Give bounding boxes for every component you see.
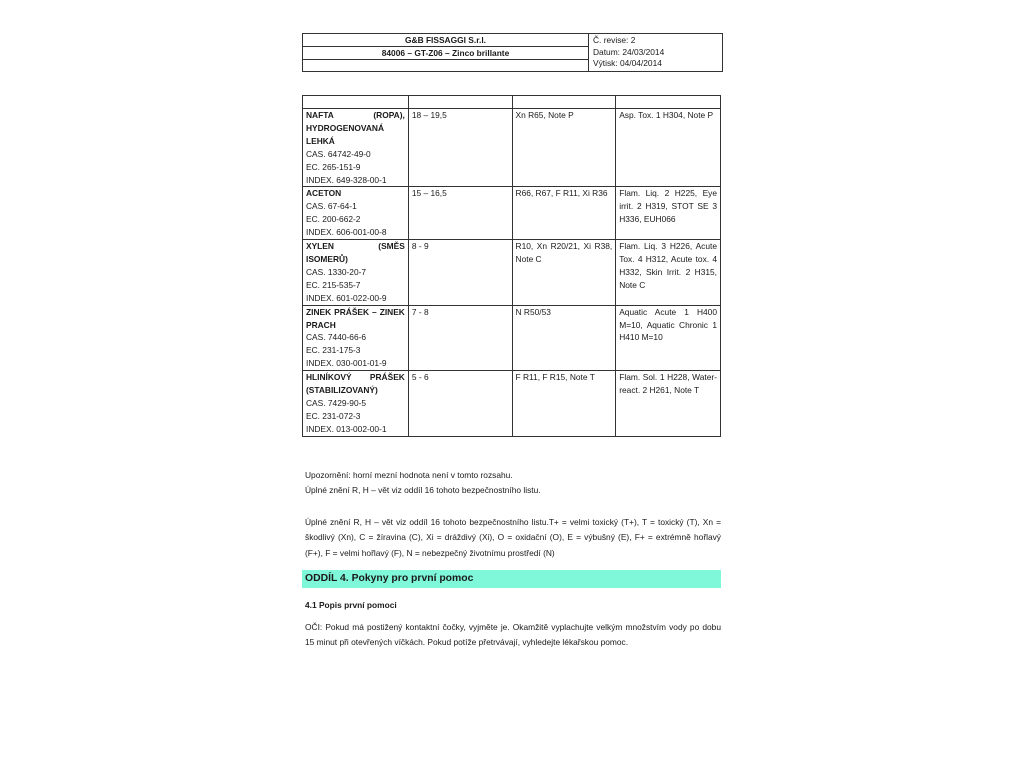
substance-cell	[303, 240, 409, 306]
substance-name: ZINEK PRÁŠEK – ZINEK PRACH	[306, 306, 405, 330]
dsd-classification-cell: R66, R67, F R11, Xi R36	[512, 187, 616, 240]
substance-cell	[303, 371, 409, 437]
print-date: Výtisk: 04/04/2014	[593, 58, 662, 69]
cas-number: CAS. 7429-90-5	[306, 397, 367, 408]
product-name: 84006 – GT-Z06 – Zinco brillante	[303, 47, 588, 60]
index-number: INDEX. 649-328-00-1	[306, 174, 387, 185]
dsd-classification-cell: N R50/53	[512, 305, 616, 371]
company-name: G&B FISSAGGI S.r.l.	[303, 34, 588, 47]
index-number: INDEX. 606-001-00-8	[306, 227, 387, 238]
revision-date: Datum: 24/03/2014	[593, 46, 665, 57]
cas-number: CAS. 7440-66-6	[306, 332, 367, 343]
ec-number: EC. 265-151-9	[306, 161, 361, 172]
section-4-title: ODDÍL 4. Pokyny pro první pomoc	[302, 570, 721, 588]
substance-name: HLINÍKOVÝ PRÁŠEK (STABILIZOVANÝ)	[306, 372, 405, 396]
table-row	[303, 305, 721, 371]
substance-cell	[303, 305, 409, 371]
revision-number: Č. revise: 2	[593, 35, 636, 45]
clp-classification-cell: Flam. Liq. 2 H225, Eye irrit. 2 H319, STOT SE 3 H336, EUH066	[616, 187, 721, 240]
header-right	[589, 34, 722, 71]
ec-number: EC. 215-535-7	[306, 279, 361, 290]
dsd-classification-cell: Xn R65, Note P	[512, 109, 616, 187]
concentration-cell: 8 - 9	[408, 240, 512, 306]
cas-number: CAS. 64742-49-0	[306, 148, 371, 159]
concentration-cell: 15 – 16,5	[408, 187, 512, 240]
index-number: INDEX. 601-022-00-9	[306, 292, 387, 303]
ec-number: EC. 231-072-3	[306, 410, 361, 421]
dsd-classification-cell: R10, Xn R20/21, Xi R38, Note C	[512, 240, 616, 306]
ec-number: EC. 231-175-3	[306, 345, 361, 356]
table-row	[303, 187, 721, 240]
full-text-reference: Úplné znění R, H – vět viz oddíl 16 tohoto bezpečnostního listu.	[305, 485, 541, 496]
upper-limit-warning: Upozornění: horní mezní hodnota není v tomto rozsahu.	[305, 470, 513, 480]
substance-name: XYLEN (SMĚS ISOMERŮ)	[306, 241, 405, 264]
index-number: INDEX. 030-001-01-9	[306, 358, 387, 369]
ec-number: EC. 200-662-2	[306, 214, 361, 225]
clp-classification-cell: Flam. Liq. 3 H226, Acute Tox. 4 H312, Acute tox. 4 H332, Skin Irrit. 2 H315, Note C	[616, 240, 721, 306]
substance-name: ACETON	[306, 188, 342, 199]
clp-classification-cell: Aquatic Acute 1 H400 M=10, Aquatic Chronic 1 H410 M=10	[616, 305, 721, 371]
table-header-row	[303, 96, 721, 109]
document-header	[302, 33, 723, 72]
composition-table	[302, 95, 721, 437]
concentration-cell: 7 - 8	[408, 305, 512, 371]
table-row	[303, 240, 721, 306]
cas-number: CAS. 67-64-1	[306, 201, 357, 212]
cas-number: CAS. 1330-20-7	[306, 266, 367, 277]
table-row	[303, 371, 721, 437]
clp-classification-cell: Asp. Tox. 1 H304, Note P	[616, 109, 721, 187]
concentration-cell: 18 – 19,5	[408, 109, 512, 187]
notes-block	[305, 468, 721, 499]
section-4-1-title: 4.1 Popis první pomoci	[305, 600, 397, 610]
substance-cell	[303, 109, 409, 187]
table-row	[303, 109, 721, 187]
substance-cell	[303, 187, 409, 240]
eyes-first-aid: OČI: Pokud má postižený kontaktní čočky, vyjměte je. Okamžitě vyplachujte velkým množstvím vody po dobu 15 minut při otevřených víčkách. Pokud potíže přetrvávají, vyhledejte lékařskou pomoc.	[305, 622, 721, 648]
dsd-classification-cell: F R11, F R15, Note T	[512, 371, 616, 437]
header-left	[303, 34, 589, 71]
symbol-legend: Úplné znění R, H – vět viz oddíl 16 tohoto bezpečnostního listu.T+ = velmi toxický (T+), T = toxický (T), Xn = škodlivý (Xn), C = žíravina (C), Xi = dráždivý (Xi), O = oxidační (O), E = výbušný (E), F+ = extrémně hořlavý (F+), F = velmi hořlavý (F), N = nebezpečný životnímu prostředí (N)	[305, 517, 721, 558]
index-number: INDEX. 013-002-00-1	[306, 423, 387, 434]
concentration-cell: 5 - 6	[408, 371, 512, 437]
clp-classification-cell: Flam. Sol. 1 H228, Water-react. 2 H261, Note T	[616, 371, 721, 437]
substance-name: NAFTA (ROPA), HYDROGENOVANÁ LEHKÁ	[306, 110, 405, 146]
